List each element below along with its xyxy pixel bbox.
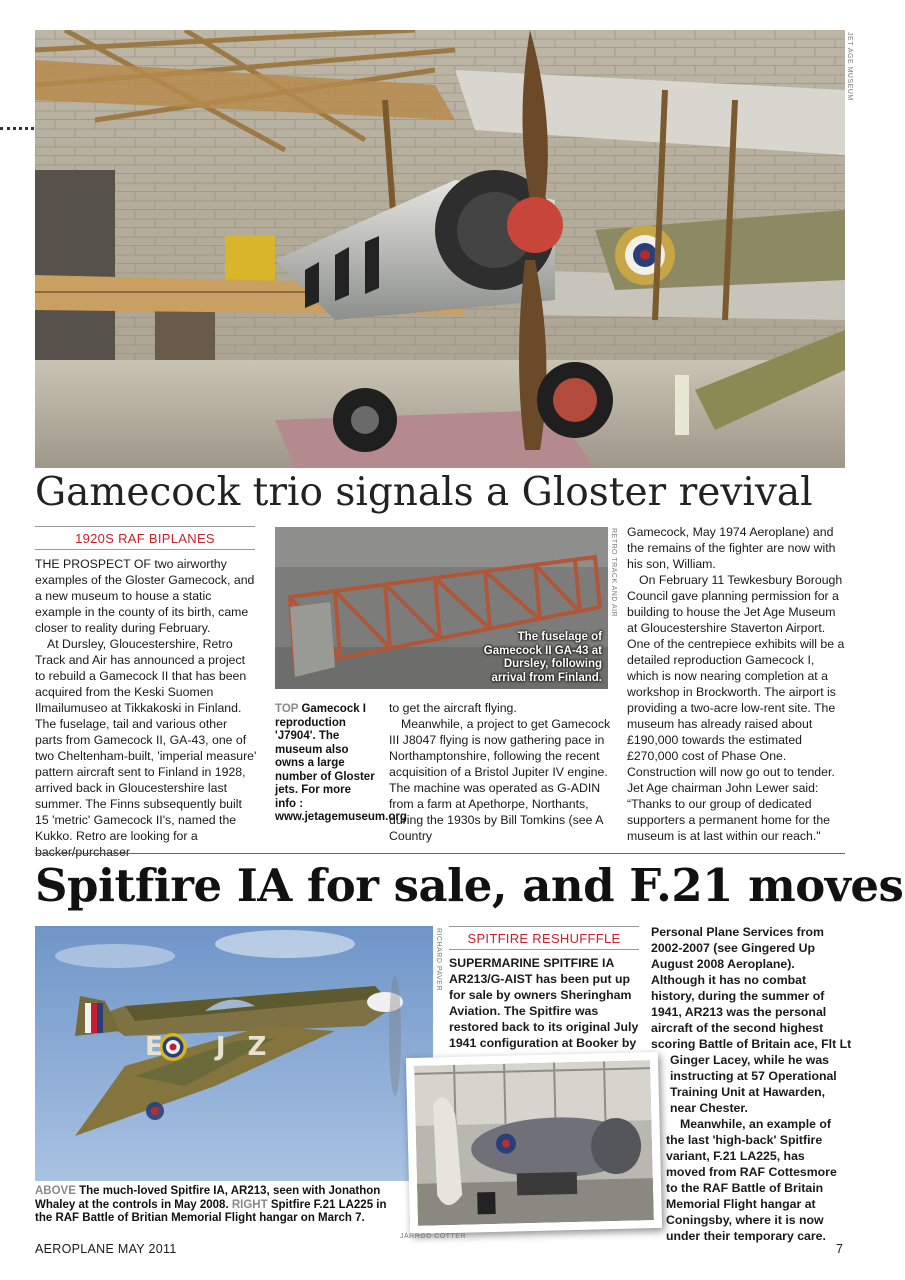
footer-page-number: 7	[836, 1242, 843, 1256]
side-caption-lead: TOP	[275, 703, 299, 715]
story2-section-label: SPITFIRE RESHUFFFLE	[449, 926, 639, 950]
spitfire-code-letters: E JZ	[145, 1032, 289, 1062]
story2-column-1	[449, 955, 649, 1051]
s2-col1-line: for sale by owners Sheringham	[449, 988, 632, 1002]
s2-col2-line: August 2008 Aeroplane).	[651, 957, 795, 971]
top-photo-credit: JET AGE MUSEUM	[846, 32, 853, 101]
f21-inset-photo-frame	[406, 1052, 662, 1234]
s2-col2-line: aircraft of the second highest	[651, 1021, 824, 1035]
s2-col2-line: Although it has no combat	[651, 973, 807, 987]
story1-headline: Gamecock trio signals a Gloster revival	[35, 470, 813, 515]
f21-inset-photo	[414, 1060, 654, 1226]
spitfire-ia-photo	[35, 926, 433, 1181]
s2-col2-line: history, during the summer of	[651, 989, 825, 1003]
s2-col1-line: restored back to its original July	[449, 1020, 639, 1034]
story1-col3-para-2: On February 11 Tewkesbury Borough Council gave planning permission for a building to house the Jet Age Museum at Gloucestershire Staverton Airport. One of the centrepiece exhibits will be a detailed reproduction Gamecock I, which is now nearing completion at a workshop in Brockworth. The airport is providing a two-acre low-rent site. The museum has already raised about £190,000 towards the estimated £270,000 cost of Phase One. Construction will now go out to tender. Jet Age chairman John Lewer said: “Thanks to our group of dedicated supporters a permanent home for the museum is at last within our reach."	[627, 573, 845, 843]
s2-col1-line: AR213/G-AIST has been put up	[449, 972, 631, 986]
inset-photo-gamecock-fuselage	[275, 527, 608, 689]
story-divider	[35, 853, 845, 854]
s2-col2-line: 1941, AR213 was the personal	[651, 1005, 827, 1019]
story1-col2-para-1: to get the aircraft flying.	[389, 701, 517, 715]
s2-col2b-line: under their temporary care.	[666, 1229, 826, 1243]
s2-col1-line: 1941 configuration at Booker by	[449, 1036, 637, 1050]
s2-col2b-line: Coningsby, where it is now	[666, 1213, 824, 1227]
story2-column-2-bottom	[666, 1052, 851, 1244]
top-photo-gamecock-reproduction	[35, 30, 845, 468]
caption-lead-right: RIGHT	[231, 1198, 268, 1211]
s2-col2b-line: Ginger Lacey, while he was	[670, 1053, 830, 1067]
story1-side-caption	[275, 703, 407, 825]
s2-col2-line: scoring Battle of Britain ace, Flt Lt	[651, 1037, 852, 1051]
footer-magazine: AEROPLANE MAY 2011	[35, 1242, 177, 1256]
s2-col2b-line: instructing at 57 Operational	[670, 1069, 837, 1083]
s2-col2b-line: Training Unit at Hawarden,	[670, 1085, 826, 1099]
story1-col2-para-2: Meanwhile, a project to get Gamecock III J8047 flying is now gathering pace in Northamptonshire, following the recent acquisition of a Bristol Jupiter IV engine. The machine was operated as G-ADIN from a farm at Apethorpe, Northants, during the 1930s by Bill Tomkins (see A Country	[389, 717, 611, 843]
s2-col2b-line: to the RAF Battle of Britain	[666, 1181, 824, 1195]
s2-col2b-line: Meanwhile, an example of	[680, 1117, 832, 1131]
inset-photo-caption: The fuselage of Gamecock II GA-43 at Dursley, following arrival from Finland.	[483, 631, 602, 684]
story1-col3-para-1: Gamecock, May 1974 Aeroplane) and the remains of the fighter are now with his son, William.	[627, 525, 836, 571]
s2-col2b-line: moved from RAF Cottesmore	[666, 1165, 837, 1179]
s2-col2-line: 2002-2007 (see Gingered Up	[651, 941, 816, 955]
s2-col1-line: SUPERMARINE SPITFIRE IA	[449, 956, 615, 970]
s2-col2-line: Personal Plane Services from	[651, 925, 824, 939]
s2-col2b-line: the last 'high-back' Spitfire	[666, 1133, 823, 1147]
story1-col1-para-2: At Dursley, Gloucestershire, Retro Track and Air has announced a project to rebuild a Gamecock II that has been acquired from the Keski Suomen Ilmailumuseo at Tikkakoski in Finland. The fuselage, tail and various other parts from Gamecock II, GA-43, one of two Cheltenham-built, 'imperial measure' pattern aircraft sent to Finland in 1928, arrived back in Gloucestershire last summer. The Finns subsequently built 15 'metric' Gamecock II's, named the Kukko. Retro are looking for a backer/purchaser	[35, 637, 257, 859]
story1-column-1	[35, 556, 257, 860]
margin-dots	[0, 127, 34, 130]
s2-col2b-line: variant, F.21 LA225, has	[666, 1149, 805, 1163]
f21-photo-credit: JARROD COTTER	[400, 1233, 466, 1240]
story2-headline: Spitfire IA for sale, and F.21 moves	[35, 859, 904, 912]
side-caption-text: Gamecock I reproduction 'J7904'. The museum also owns a large number of Gloster jets. For more info : www.jetagemuseum.org	[275, 703, 407, 823]
spitfire-photo-credit: RICHARD PAVER	[435, 928, 442, 992]
story1-column-2	[389, 700, 611, 844]
inset-photo-credit: RETRO TRACK AND AIR	[610, 528, 617, 618]
story1-section-label: 1920S RAF BIPLANES	[35, 526, 255, 550]
caption-text-right: Spitfire F.21 LA225 in the RAF Battle of Britian Memorial Flight hangar on March 7.	[35, 1198, 387, 1224]
s2-col1-line: Aviation. The Spitfire was	[449, 1004, 599, 1018]
story2-caption	[35, 1185, 393, 1226]
s2-col2b-line: Memorial Flight hangar at	[666, 1197, 816, 1211]
story1-col1-para-1: THE PROSPECT OF two airworthy examples of the Gloster Gamecock, and a new museum to house a static example in the county of its birth, came closer to reality during February.	[35, 557, 255, 635]
caption-lead-above: ABOVE	[35, 1185, 76, 1197]
s2-col2b-line: near Chester.	[670, 1101, 748, 1115]
story2-column-2-top	[651, 924, 851, 1052]
story1-column-3	[627, 524, 849, 844]
caption-text-above: The much-loved Spitfire IA, AR213, seen with Jonathon Whaley at the controls in May 2008.	[35, 1185, 381, 1211]
